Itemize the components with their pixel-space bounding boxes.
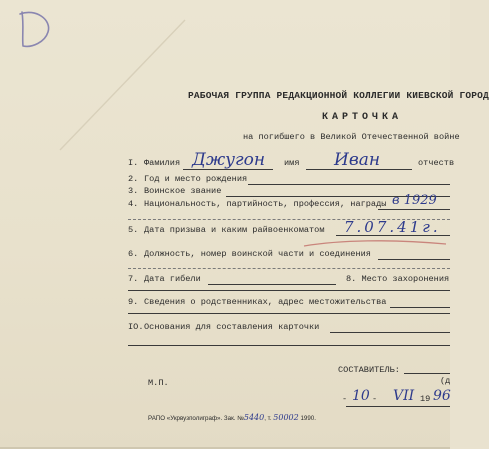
position-label: Должность, номер воинской части и соединения [144,249,371,259]
draft-label: Дата призыва и каким райвоенкоматом [144,225,325,235]
basis-line-2[interactable] [128,345,450,346]
compiler-sub-label: (д [440,376,451,386]
date-open-dash: - [342,394,348,404]
date-day: 10 [352,388,370,404]
field-row-10 [0,322,450,340]
burial-place-label: 8. Место захоронения [346,274,450,284]
printer-mid: , т. [264,415,272,422]
name-value: Иван [334,150,381,170]
dashed-separator [128,268,450,269]
basis-line[interactable] [330,332,450,333]
rank-label: Воинское звание [144,186,222,196]
field-number: 6. [128,249,139,259]
birth-label: Год и место рождения [144,174,248,184]
field-number: 9. [128,297,139,307]
date-year-value: 96 [433,388,451,404]
relatives-label: Сведения о родственниках, адрес местожительства [144,297,387,307]
printer-run: 50002 [273,413,299,422]
date-dash: - [372,394,378,404]
name-label: имя [284,158,300,168]
birth-line[interactable] [248,184,450,185]
date-month: VII [393,388,415,404]
death-date-label: Дата гибели [144,274,201,284]
handwritten-letter-d [14,6,54,50]
relatives-line-2[interactable] [128,313,450,314]
relatives-line[interactable] [390,307,450,308]
header-organization: РАБОЧАЯ ГРУППА РЕДАКЦИОННОЙ КОЛЛЕГИИ КИЕВСКОЙ ГОРОД [188,90,489,101]
nationality-value: в 1929 [392,193,437,208]
card-subtitle: на погибшего в Великой Отечественной войне [243,132,460,142]
compiler-line[interactable] [404,373,450,374]
patronymic-label: отчеств [418,158,455,168]
field-number: 5. [128,225,139,235]
field-number: 4. [128,199,139,209]
surname-label: Фамилия [144,158,181,168]
nationality-label: Национальность, партийность, профессия, награды [144,199,387,209]
field-row-6 [0,249,450,267]
card-title: КАРТОЧКА [322,112,403,123]
field-number: I. [128,158,139,168]
date-year-prefix: 19 [420,394,431,404]
field-number: 2. [128,174,139,184]
nationality-line[interactable] [378,209,450,210]
date-line[interactable] [346,406,450,407]
date-row [0,388,451,412]
burial-line[interactable] [128,290,450,291]
printer-year: 1990. [300,415,316,422]
printer-name: РАПО «Укрвузполиграф». Зак. № [148,415,244,422]
printer-imprint [148,413,316,422]
stamp-place: М.П. [148,378,169,388]
death-date-line[interactable] [208,284,336,285]
printer-order: 5440 [243,413,265,422]
field-row-4 [0,193,450,217]
position-line[interactable] [378,259,450,260]
field-number: 7. [128,274,139,284]
field-number: 3. [128,186,139,196]
svg-text:D: D [14,6,15,7]
compiler-block [338,365,400,375]
field-number: IO. [128,322,144,332]
basis-label: Основания для составления карточки [144,322,320,332]
surname-value: Джугон [192,150,266,170]
compiler-label: СОСТАВИТЕЛЬ: [338,365,400,375]
draft-value: 7.07.41г. [344,218,441,236]
